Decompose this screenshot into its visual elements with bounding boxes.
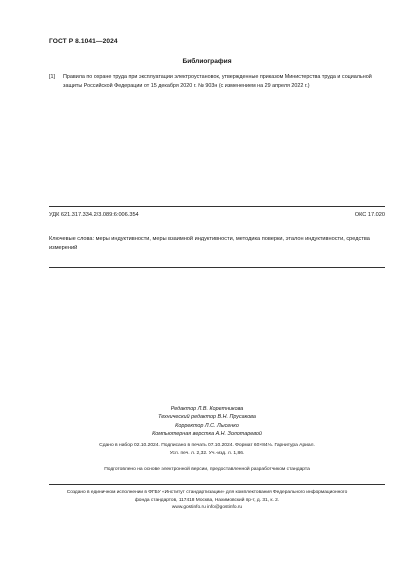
- prepared-note: Подготовлено на основе электронной версии, предоставленной разработчиком стандарта: [104, 467, 310, 472]
- credit-editor: Редактор Л.В. Коретникова: [170, 406, 244, 412]
- bibliography-entry-number: [1]: [49, 74, 55, 80]
- keywords: Ключевые слова: меры индуктивности, меры взаимной индуктивности, методика поверки, эталон индуктивности, средства измерений: [49, 236, 370, 251]
- credit-layout: Компьютерная верстка А.Н. Золотаревой: [152, 431, 262, 438]
- credit-technical-editor: Технический редактор В.Н. Прусакова: [158, 414, 256, 421]
- publisher-footer: [0, 489, 414, 512]
- divider-top: [49, 206, 385, 207]
- divider-bottom: [49, 267, 385, 268]
- oks-code: ОКС 17.020: [354, 212, 385, 218]
- udk-code: УДК 621.317.334.2/3.089:6:006.354: [49, 212, 139, 218]
- bibliography-entry-text: Правила по охране труда при эксплуатации электроустановок, утвержденные приказом Министерства труда и социальной защиты Российской Федерации от 15 декабря 2020 г. № 903н (с изменением на 29 апреля 2022 г.): [63, 74, 372, 89]
- footer-line2: фонда стандартов, 117418 Москва, Нахимовский пр-т, д. 31, к. 2.: [134, 497, 280, 503]
- standard-code: ГОСТ Р 8.1041—2024: [49, 38, 118, 45]
- footer-line1: Создано в единичном исполнении в ФГБУ «Институт стандартизации» для комплектования Федерального информационного: [66, 490, 348, 495]
- credit-corrector: Корректор Л.С. Лысенко: [175, 422, 239, 429]
- divider-footer: [49, 484, 385, 485]
- print-info-line1: Сдано в набор 02.10.2024. Подписано в печать 07.10.2024. Формат 60×84⅛. Гарнитура Ариал.: [99, 443, 315, 448]
- credits-block: [0, 405, 414, 439]
- print-info-line2: Усл. печ. л. 2,32. Уч.-изд. л. 1,86.: [169, 451, 245, 456]
- bibliography-title: Библиография: [182, 58, 232, 65]
- footer-web-email: www.gostinfo.ru info@gostinfo.ru: [171, 505, 243, 511]
